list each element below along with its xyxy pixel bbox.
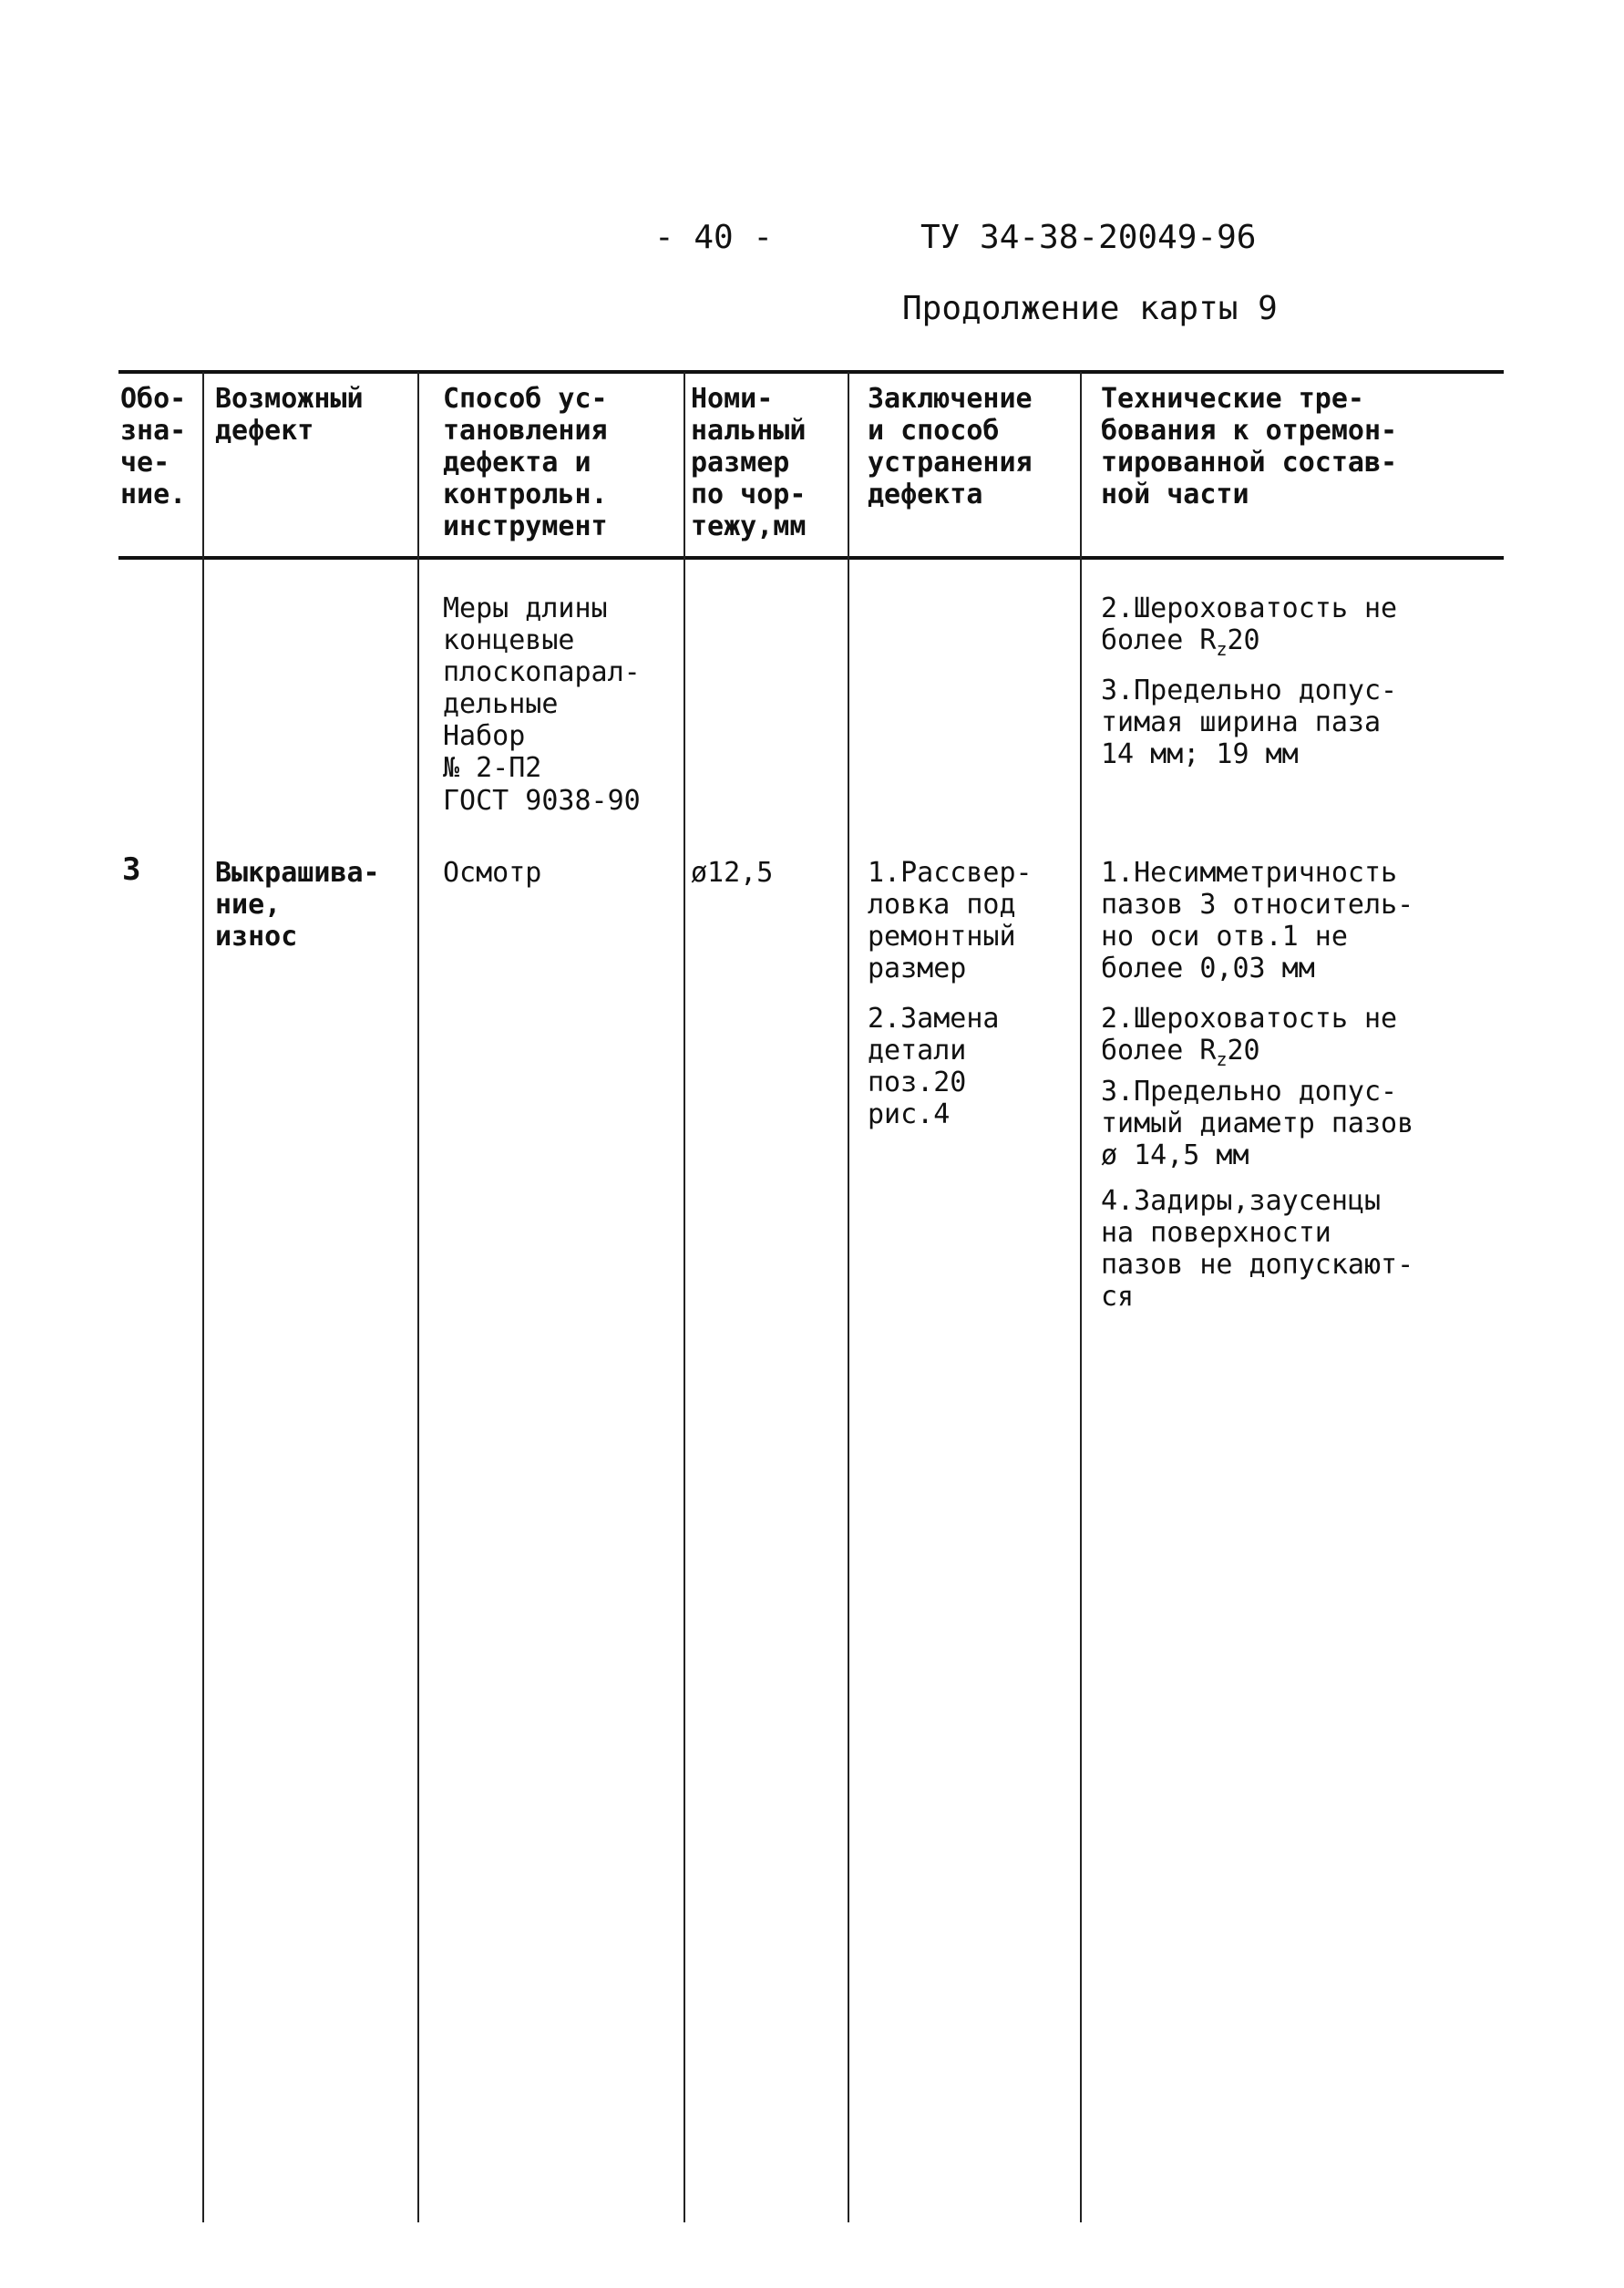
column-divider: [684, 372, 685, 2222]
column-divider: [202, 372, 204, 2222]
row2-method: Осмотр: [443, 857, 542, 889]
row2-conclusion-1: 1.Рассвер- ловка под ремонтный размер: [868, 857, 1033, 985]
document-code: ТУ 34-38-20049-96: [920, 219, 1257, 256]
row1-requirement-3: 3.Предельно допус- тимая ширина паза 14 мм; 19 мм: [1101, 675, 1398, 771]
col-header-nominal-size: Номи- нальный размер по чор- тежу,мм: [691, 383, 807, 543]
row1-method: Меры длины концевые плоскопарал- дельные Набор № 2-П2 ГОСТ 9038-90: [443, 593, 641, 817]
row2-conclusion-2: 2.Замена детали поз.20 рис.4: [868, 1003, 1000, 1131]
col-header-designation: Обо- зна- че- ние.: [120, 383, 187, 511]
row2-nominal-size: ø12,5: [691, 857, 774, 889]
col-header-method: Способ ус- тановления дефекта и контрольн. инструмент: [443, 383, 608, 543]
row2-defect: Выкрашива- ние, износ: [215, 857, 380, 953]
col-header-conclusion: Заключение и способ устранения дефекта: [868, 383, 1033, 511]
row1-requirement-2: 2.Шероховатость не более $R_z20$: [1101, 593, 1398, 661]
col-header-requirements: Технические тре- бования к отремон- тированной состав- ной части: [1101, 383, 1398, 511]
row2-requirement-1: 1.Несимметричность пазов 3 относитель- но оси отв.1 не более 0,03 мм: [1101, 857, 1414, 985]
table-top-rule: [118, 370, 1504, 374]
column-divider: [1080, 372, 1082, 2222]
col-header-defect: Возможный дефект: [215, 383, 364, 448]
row2-requirement-4: 4.Задиры,заусенцы на поверхности пазов не допускают- ся: [1101, 1185, 1414, 1314]
row2-requirement-3: 3.Предельно допус- тимый диаметр пазов ø 14,5 мм: [1101, 1076, 1414, 1172]
table-header-rule: [118, 556, 1504, 560]
column-divider: [848, 372, 849, 2222]
page-number: - 40 -: [654, 219, 774, 256]
row2-requirement-2: 2.Шероховатость не более $R_z20$: [1101, 1003, 1398, 1071]
column-divider: [417, 372, 419, 2222]
row2-designation: 3: [122, 851, 141, 888]
continuation-title: Продолжение карты 9: [902, 290, 1278, 327]
